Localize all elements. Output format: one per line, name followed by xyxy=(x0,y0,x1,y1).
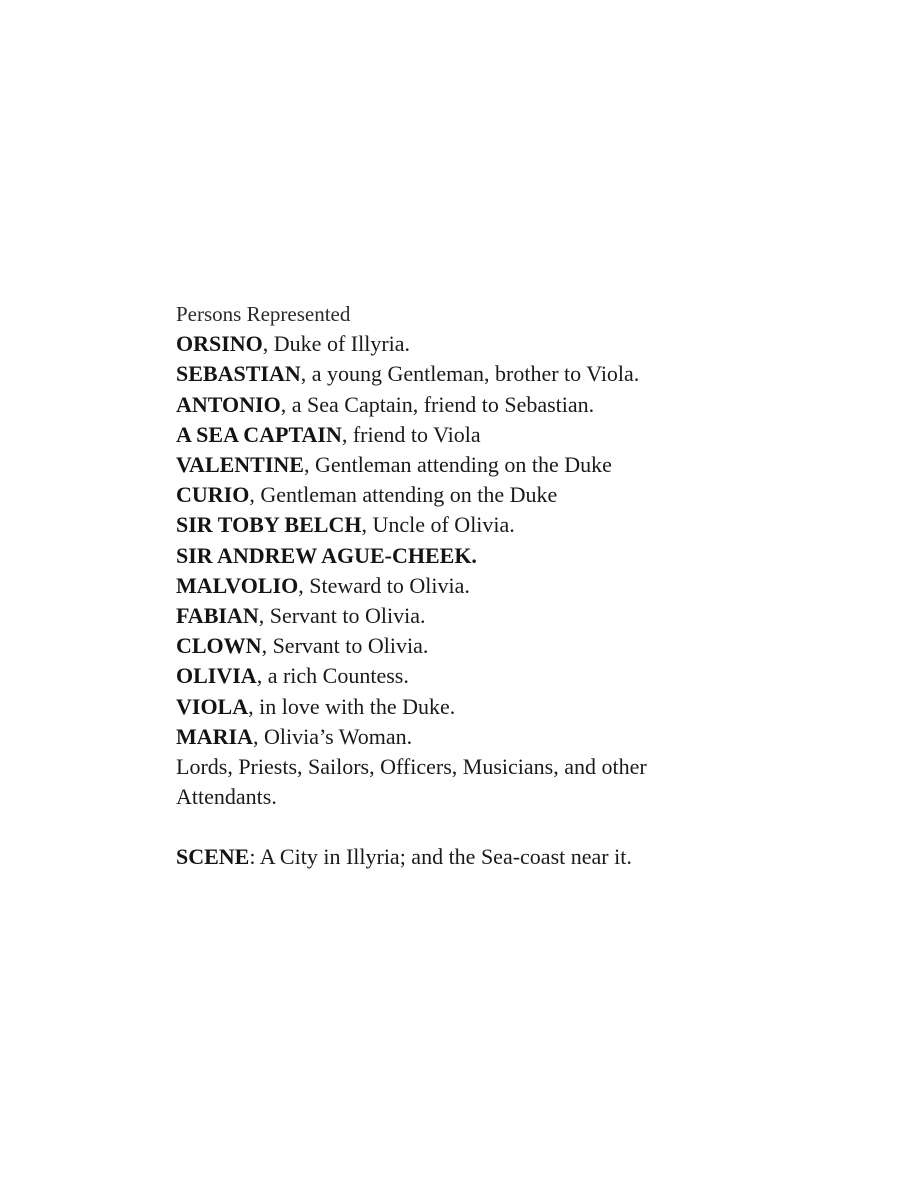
character-description: , Olivia’s Woman. xyxy=(253,723,413,749)
character-entry xyxy=(176,510,776,540)
character-entry xyxy=(176,541,776,571)
character-name: VIOLA xyxy=(176,693,249,719)
character-description: , Gentleman attending on the Duke xyxy=(303,452,612,478)
character-description: , a young Gentleman, brother to Viola. xyxy=(300,361,640,387)
character-name: MALVOLIO xyxy=(176,572,299,598)
character-description: , Servant to Olivia. xyxy=(258,603,426,629)
character-name: CURIO xyxy=(176,482,250,508)
character-entry xyxy=(176,692,776,722)
character-description: , friend to Viola xyxy=(341,421,481,447)
character-name: VALENTINE xyxy=(176,452,304,478)
character-name: SIR TOBY BELCH xyxy=(176,512,362,538)
scene-text: : A City in Illyria; and the Sea-coast near it. xyxy=(249,844,632,870)
dramatis-personae xyxy=(176,299,776,895)
character-entry xyxy=(176,722,776,752)
character-entry xyxy=(176,390,776,420)
character-list xyxy=(176,329,776,752)
character-entry xyxy=(176,450,776,480)
character-description: , Duke of Illyria. xyxy=(262,331,411,357)
character-name: ANTONIO xyxy=(176,391,281,417)
character-entry xyxy=(176,631,776,661)
character-name: OLIVIA xyxy=(176,663,257,689)
character-name: A SEA CAPTAIN xyxy=(176,421,342,447)
character-name: SIR ANDREW AGUE-CHEEK. xyxy=(176,542,477,568)
character-entry xyxy=(176,601,776,631)
character-name: FABIAN xyxy=(176,603,259,629)
section-heading: Persons Represented xyxy=(176,302,351,326)
character-name: ORSINO xyxy=(176,331,263,357)
scene-label: SCENE xyxy=(176,844,250,870)
character-description: , in love with the Duke. xyxy=(248,693,456,719)
character-description: , Steward to Olivia. xyxy=(298,572,470,598)
character-entry xyxy=(176,359,776,389)
scene-line xyxy=(176,842,776,872)
character-entry xyxy=(176,420,776,450)
character-description: , a rich Countess. xyxy=(256,663,409,689)
character-description: , Gentleman attending on the Duke xyxy=(249,482,558,508)
character-entry xyxy=(176,329,776,359)
character-name: SEBASTIAN xyxy=(176,361,301,387)
character-description: , Uncle of Olivia. xyxy=(361,512,515,538)
character-entry xyxy=(176,571,776,601)
character-entry xyxy=(176,480,776,510)
character-description: , Servant to Olivia. xyxy=(261,633,429,659)
character-name: CLOWN xyxy=(176,633,262,659)
other-attendants: Lords, Priests, Sailors, Officers, Musicians, and other Attendants. xyxy=(176,754,647,810)
character-entry xyxy=(176,661,776,691)
character-description: , a Sea Captain, friend to Sebastian. xyxy=(280,391,595,417)
character-name: MARIA xyxy=(176,723,253,749)
